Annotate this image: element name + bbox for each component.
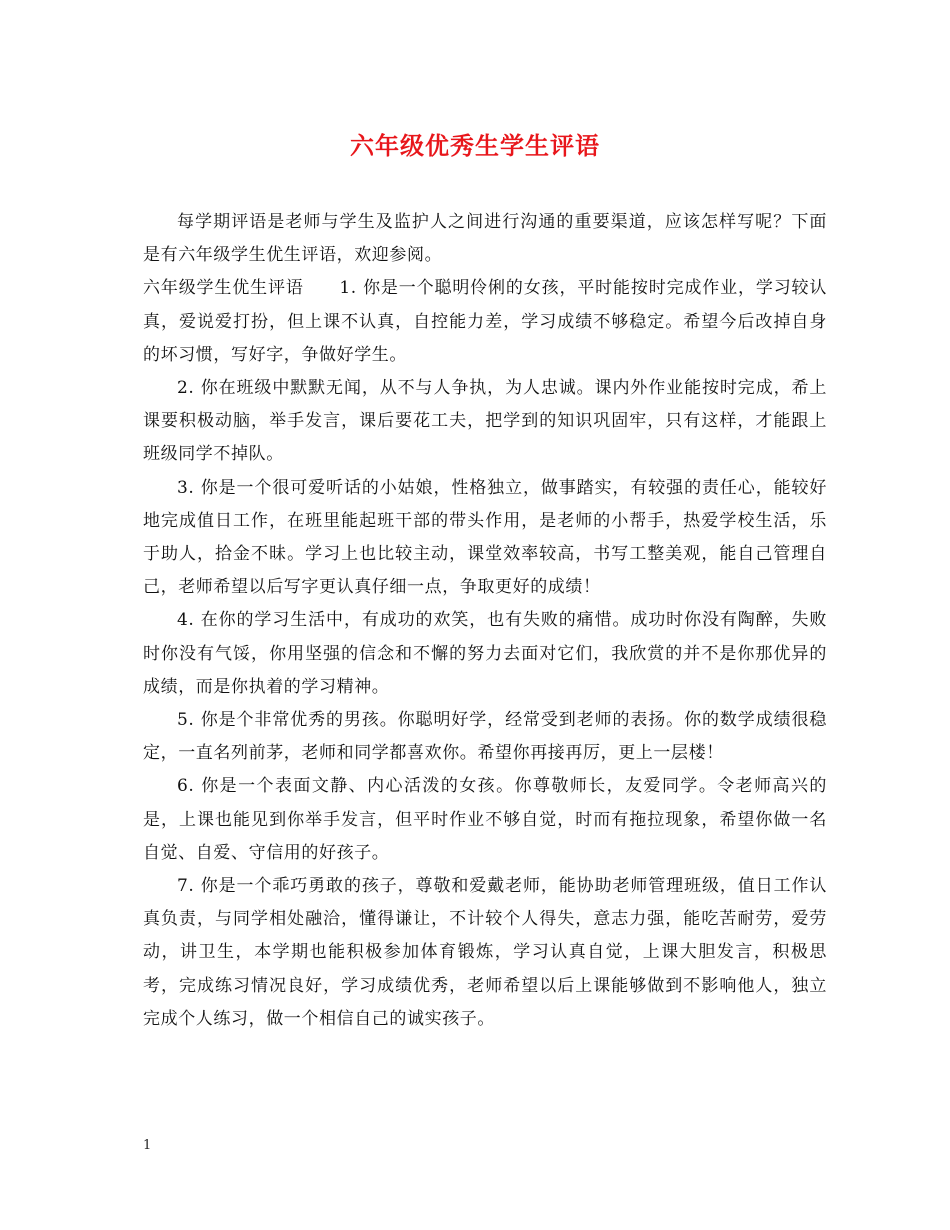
page-number: 1 (143, 1138, 152, 1153)
document-title: 六年级优秀生学生评语 (350, 131, 600, 160)
comment-paragraph-6: 6. 你是一个表面文静、内心活泼的女孩。你尊敬师长，友爱同学。令老师高兴的是，上课也能见到你举手发言，但平时作业不够自觉，时而有拖拉现象，希望你做一名自觉、自爱、守信用的好孩子。 (143, 776, 827, 863)
intro-paragraph: 每学期评语是老师与学生及监护人之间进行沟通的重要渠道，应该怎样写呢？下面是有六年级学生优生评语，欢迎参阅。 (143, 212, 827, 266)
comment-paragraph-4: 4. 在你的学习生活中，有成功的欢笑，也有失败的痛惜。成功时你没有陶醉，失败时你没有气馁，你用坚强的信念和不懈的努力去面对它们，我欣赏的并不是你那优异的成绩，而是你执着的学习精神。 (143, 610, 827, 697)
comment-paragraph-7: 7. 你是一个乖巧勇敢的孩子，尊敬和爱戴老师，能协助老师管理班级，值日工作认真负责，与同学相处融洽，懂得谦让，不计较个人得失，意志力强，能吃苦耐劳，爱劳动，讲卫生，本学期也能积极参加体育锻炼，学习认真自觉，上课大胆发言，积极思考，完成练习情况良好，学习成绩优秀，老师希望以后上课能够做到不影响他人，独立完成个人练习，做一个相信自己的诚实孩子。 (143, 876, 827, 1029)
comment-paragraph-1: 六年级学生优生评语 1. 你是一个聪明伶俐的女孩，平时能按时完成作业，学习较认真，爱说爱打扮，但上课不认真，自控能力差，学习成绩不够稳定。希望今后改掉自身的坏习惯，写好字，争做好学生。 (143, 278, 827, 365)
comment-paragraph-5: 5. 你是个非常优秀的男孩。你聪明好学，经常受到老师的表扬。你的数学成绩很稳定，一直名列前茅，老师和同学都喜欢你。希望你再接再厉，更上一层楼！ (143, 710, 827, 764)
comment-paragraph-2: 2. 你在班级中默默无闻，从不与人争执，为人忠诚。课内外作业能按时完成，希上课要积极动脑，举手发言，课后要花工夫，把学到的知识巩固牢，只有这样，才能跟上班级同学不掉队。 (143, 378, 827, 465)
document-body (143, 206, 827, 1036)
comment-paragraph-3: 3. 你是一个很可爱听话的小姑娘，性格独立，做事踏实，有较强的责任心，能较好地完成值日工作，在班里能起班干部的带头作用，是老师的小帮手，热爱学校生活，乐于助人，拾金不昧。学习上也比较主动，课堂效率较高，书写工整美观，能自己管理自己，老师希望以后写字更认真仔细一点，争取更好的成绩！ (143, 477, 827, 598)
